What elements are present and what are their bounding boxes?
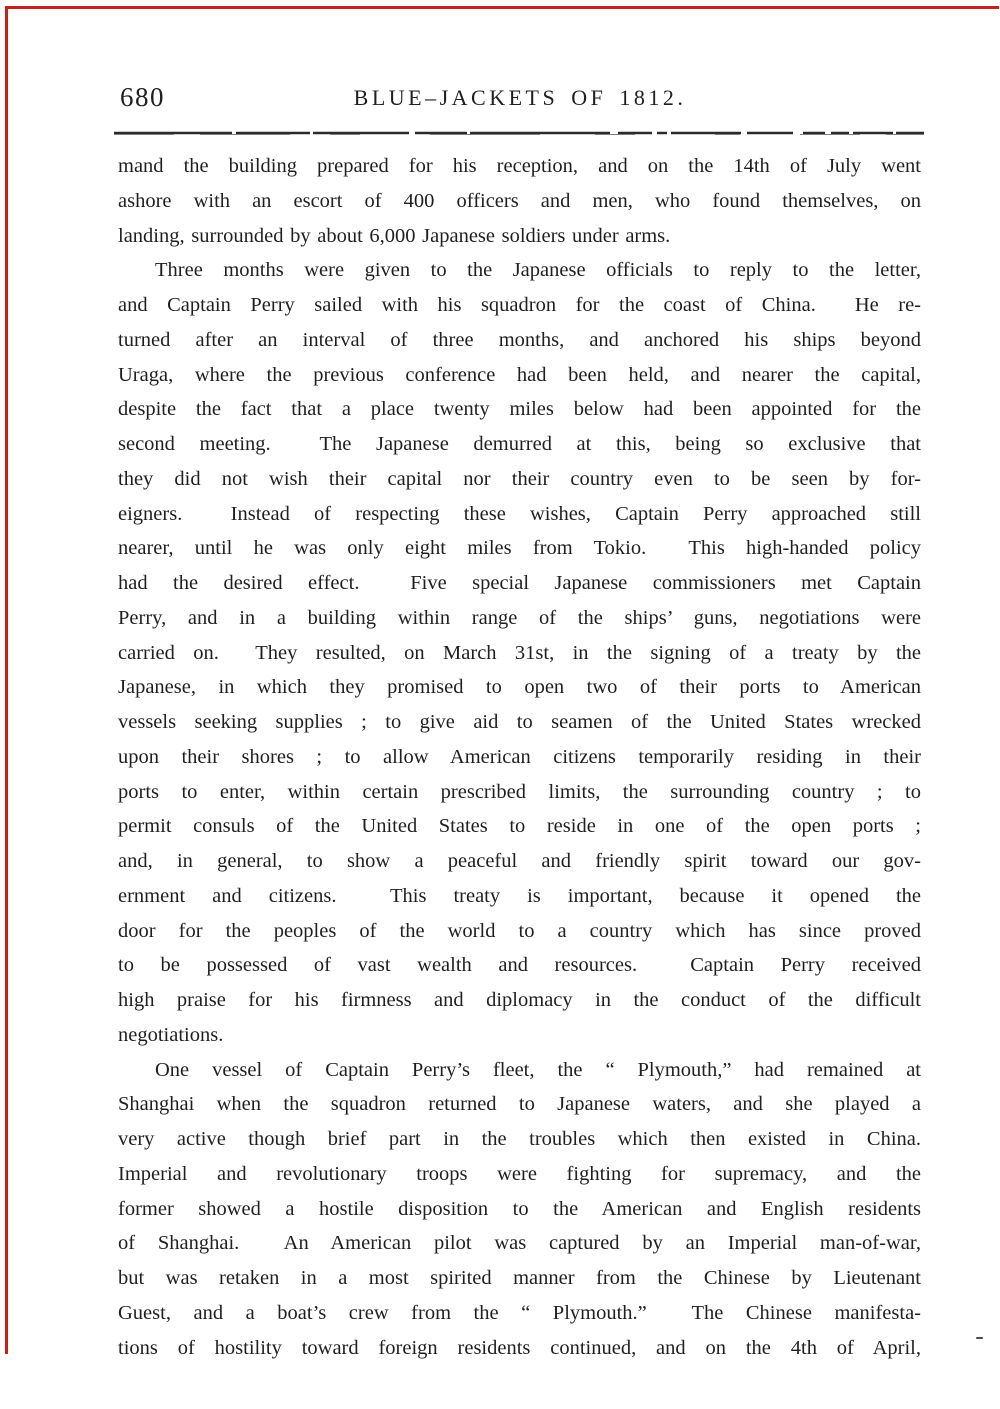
- text-line: upon their shores ; to allow American citizens temporarily residing in their: [118, 745, 921, 768]
- text-line: and Captain Perry sailed with his squadron for the coast of China. He re-: [118, 294, 921, 316]
- text-line: Imperial and revolutionary troops were fighting for supremacy, and the: [118, 1162, 921, 1185]
- body-text: [118, 149, 921, 1365]
- text-line: ports to enter, within certain prescribed limits, the surrounding country ; to: [118, 780, 921, 803]
- text-line: of Shanghai. An American pilot was captured by an Imperial man-of-war,: [118, 1232, 921, 1255]
- text-line: second meeting. The Japanese demurred at this, being so exclusive that: [118, 433, 921, 455]
- text-line: door for the peoples of the world to a country which has since proved: [118, 919, 921, 942]
- text-line: Japanese, in which they promised to open two of their ports to American: [118, 676, 921, 699]
- scan-edge-artifact-left: [5, 6, 8, 1354]
- text-line: vessels seeking supplies ; to give aid to seamen of the United States wrecked: [118, 711, 921, 733]
- text-line: Shanghai when the squadron returned to Japanese waters, and she played a: [118, 1093, 921, 1116]
- text-line: but was retaken in a most spirited manner from the Chinese by Lieutenant: [118, 1267, 921, 1289]
- header-title: BLUE–JACKETS OF 1812.: [353, 85, 687, 110]
- text-line: ernment and citizens. This treaty is important, because it opened the: [118, 884, 921, 907]
- page-number: 680: [120, 82, 165, 112]
- text-line: high praise for his firmness and diplomacy in the conduct of the difficult: [118, 989, 921, 1011]
- text-line: very active though brief part in the troubles which then existed in China.: [118, 1128, 921, 1150]
- text-line: eigners. Instead of respecting these wishes, Captain Perry approached still: [118, 502, 921, 525]
- text-line: tions of hostility toward foreign residents continued, and on the 4th of April,: [118, 1336, 921, 1359]
- text-line: Uraga, where the previous conference had been held, and nearer the capital,: [118, 363, 921, 386]
- text-line: turned after an interval of three months, and anchored his ships beyond: [118, 328, 921, 351]
- scan-speck: [976, 1337, 983, 1339]
- text-line: negotiations.: [118, 1023, 224, 1046]
- text-line: carried on. They resulted, on March 31st, in the signing of a treaty by the: [118, 641, 921, 664]
- text-line: One vessel of Captain Perry’s fleet, the “ Plymouth,” had remained at: [155, 1058, 921, 1081]
- header-rule: [114, 130, 924, 136]
- text-line: permit consuls of the United States to reside in one of the open ports ;: [118, 815, 921, 838]
- scan-edge-artifact-top: [5, 6, 999, 9]
- text-line: Perry, and in a building within range of the ships’ guns, negotiations were: [118, 606, 921, 629]
- text-line: landing, surrounded by about 6,000 Japanese soldiers under arms.: [118, 224, 671, 247]
- text-line: ashore with an escort of 400 officers and men, who found themselves, on: [118, 189, 921, 212]
- text-line: former showed a hostile disposition to the American and English residents: [118, 1197, 921, 1220]
- text-line: to be possessed of vast wealth and resources. Captain Perry received: [118, 954, 921, 977]
- text-line: had the desired effect. Five special Japanese commissioners met Captain: [118, 572, 921, 594]
- text-line: Three months were given to the Japanese officials to reply to the letter,: [155, 259, 921, 282]
- text-line: nearer, until he was only eight miles from Tokio. This high-handed policy: [118, 537, 921, 560]
- text-line: and, in general, to show a peaceful and friendly spirit toward our gov-: [118, 850, 921, 872]
- text-line: Guest, and a boat’s crew from the “ Plymouth.” The Chinese manifesta-: [118, 1301, 921, 1324]
- text-line: mand the building prepared for his reception, and on the 14th of July went: [118, 155, 921, 177]
- text-line: despite the fact that a place twenty miles below had been appointed for the: [118, 398, 921, 421]
- text-line: they did not wish their capital nor their country even to be seen by for-: [118, 467, 921, 490]
- running-header: [118, 82, 922, 116]
